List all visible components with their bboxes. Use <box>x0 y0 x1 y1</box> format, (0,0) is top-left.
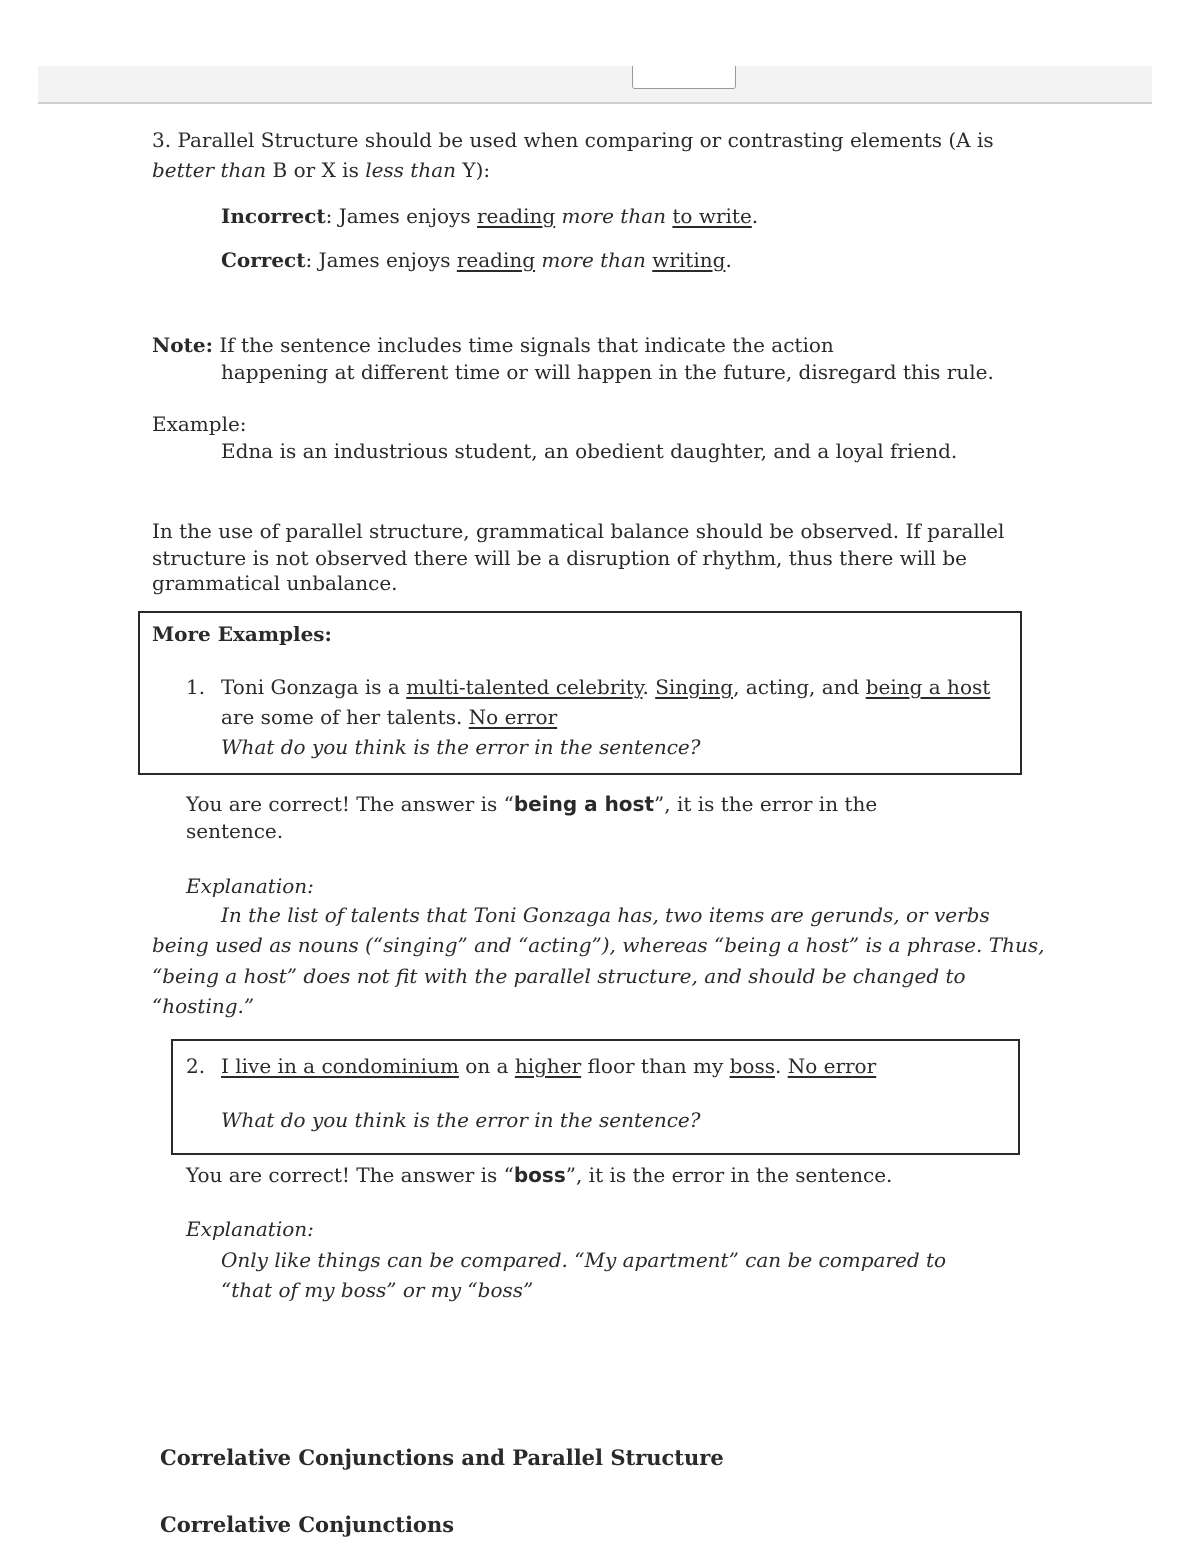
item1-line2-pre: are some of her talents. <box>221 705 469 729</box>
correct-pre: : James enjoys <box>305 248 457 272</box>
item2-sentence <box>221 1052 876 1080</box>
rule3-mid: B or X is <box>266 158 366 182</box>
item1-line2 <box>221 703 557 731</box>
example-label: Example: <box>152 412 247 436</box>
incorrect-underline-2: to write <box>672 204 752 228</box>
explanation2-label: Explanation: <box>186 1217 314 1241</box>
answer2-pre: You are correct! The answer is “ <box>186 1163 514 1187</box>
balance-line1: In the use of parallel structure, grammatical balance should be observed. If parallel <box>152 519 1005 543</box>
incorrect-underline-1: reading <box>476 204 556 228</box>
incorrect-pre: : James enjoys <box>325 204 477 228</box>
item1-no-error: No error <box>468 705 558 729</box>
item1-number: 1. <box>186 675 206 699</box>
incorrect-example <box>221 202 758 230</box>
rule3-less-than: less than <box>365 158 457 182</box>
item2-no-error: No error <box>787 1054 877 1078</box>
answer1-bold: being a host <box>513 792 655 816</box>
correct-example <box>221 246 732 274</box>
explanation2-line2: “that of my boss” or my “boss” <box>221 1278 534 1302</box>
explanation2-line1: Only like things can be compared. “My apartment” can be compared to <box>221 1248 947 1272</box>
incorrect-more-than: more than <box>555 204 673 228</box>
answer2-bold: boss <box>513 1163 566 1187</box>
item2-underline-2: higher <box>514 1054 582 1078</box>
answer2-line <box>186 1161 892 1189</box>
answer1-line2: sentence. <box>186 819 284 843</box>
item1-underline-3: being a host <box>865 675 991 699</box>
explanation1-label: Explanation: <box>186 874 314 898</box>
more-examples-title: More Examples: <box>152 622 332 646</box>
note-text-1: If the sentence includes time signals that indicate the action <box>212 333 834 357</box>
item1-mid: , acting, and <box>733 675 866 699</box>
answer1-pre: You are correct! The answer is “ <box>186 792 514 816</box>
note-line2: happening at different time or will happen in the future, disregard this rule. <box>221 360 994 384</box>
item2-sep: . <box>774 1054 788 1078</box>
correct-underline-1: reading <box>456 248 536 272</box>
item2-underline-1: I live in a condominium <box>221 1054 459 1078</box>
explanation1-line4: “hosting.” <box>152 994 255 1018</box>
example-text: Edna is an industrious student, an obedient daughter, and a loyal friend. <box>221 439 958 463</box>
item1-question: What do you think is the error in the sentence? <box>221 735 701 759</box>
correct-end: . <box>725 248 732 272</box>
correct-underline-2: writing <box>652 248 726 272</box>
item2-underline-3: boss <box>729 1054 775 1078</box>
correct-more-than: more than <box>535 248 653 272</box>
incorrect-end: . <box>751 204 759 228</box>
explanation1-line2: being used as nouns (“singing” and “acting”), whereas “being a host” is a phrase. Thus, <box>152 933 1045 957</box>
balance-line3: grammatical unbalance. <box>152 571 398 595</box>
balance-line2: structure is not observed there will be a disruption of rhythm, thus there will be <box>152 546 967 570</box>
item2-question: What do you think is the error in the sentence? <box>221 1108 701 1132</box>
item1-sep1: . <box>642 675 656 699</box>
explanation1-line3: “being a host” does not fit with the parallel structure, and should be changed to <box>152 964 966 988</box>
incorrect-label: Incorrect <box>221 204 326 228</box>
answer1-post: ”, it is the error in the <box>654 792 878 816</box>
item1-pre: Toni Gonzaga is a <box>221 675 407 699</box>
item1-line1 <box>221 673 990 701</box>
rule3-line2 <box>152 156 490 184</box>
item2-mid2: floor than my <box>581 1054 730 1078</box>
item2-number: 2. <box>186 1054 206 1078</box>
correct-label: Correct <box>221 248 306 272</box>
rule3-line1: 3. Parallel Structure should be used when comparing or contrasting elements (A is <box>152 128 994 152</box>
item2-mid1: on a <box>458 1054 515 1078</box>
answer2-post: ”, it is the error in the sentence. <box>565 1163 893 1187</box>
subsection-heading: Correlative Conjunctions <box>160 1512 455 1537</box>
note-label: Note: <box>152 333 213 357</box>
answer1-line1 <box>186 790 877 818</box>
rule3-better-than: better than <box>152 158 267 182</box>
rule3-end: Y): <box>456 158 491 182</box>
explanation1-line1: In the list of talents that Toni Gonzaga has, two items are gerunds, or verbs <box>221 903 990 927</box>
item1-underline-1: multi-talented celebrity <box>406 675 643 699</box>
note-line1 <box>152 331 834 359</box>
item1-underline-2: Singing <box>655 675 734 699</box>
section-heading: Correlative Conjunctions and Parallel Structure <box>160 1445 724 1470</box>
